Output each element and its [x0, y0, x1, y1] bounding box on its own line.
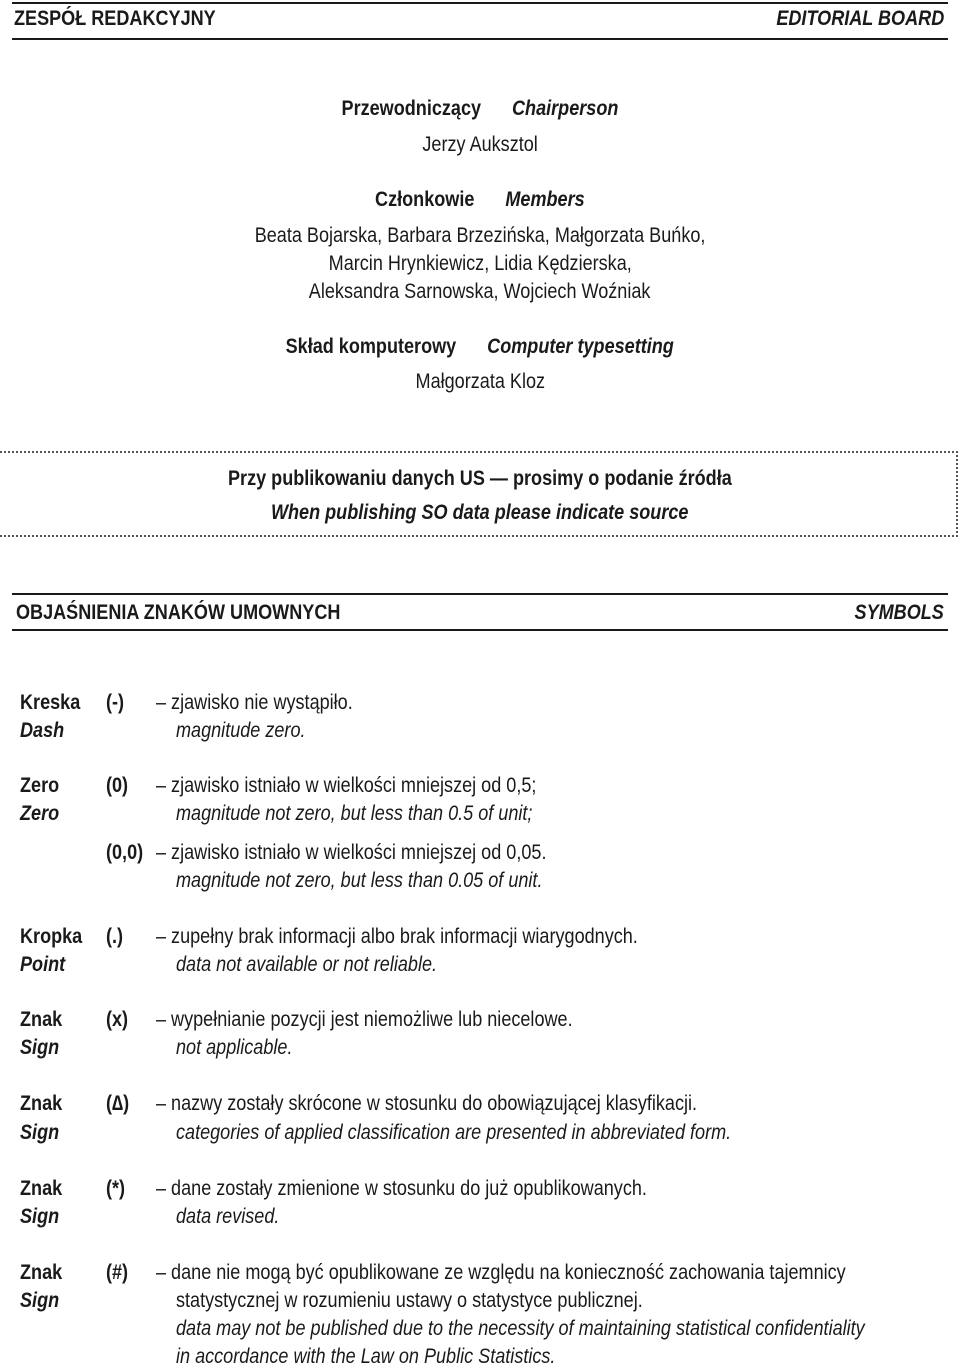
- legend-term-pl: Kropka: [20, 925, 83, 948]
- source-notice-en-text: When publishing SO data please indicate source: [271, 501, 689, 524]
- legend-desc-en: magnitude not zero, but less than 0.05 of unit.: [176, 869, 543, 892]
- legend-symbol: (x): [106, 1008, 129, 1031]
- header-title-en: [749, 7, 944, 31]
- legend-desc-pl-line-2: statystycznej w rozumieniu ustawy o statystyce publicznej.: [176, 1289, 643, 1312]
- legend-term-pl: Znak: [20, 1261, 63, 1284]
- legend-symbol: (.): [106, 925, 124, 948]
- members-label-pl: Członkowie: [375, 188, 475, 211]
- members-line-3: [0, 280, 960, 304]
- legend-desc-en: data revised.: [176, 1205, 280, 1228]
- header-title-pl: ZESPÓŁ REDAKCYJNY: [14, 7, 216, 30]
- typesetting-name: [0, 370, 960, 394]
- legend-term-en: Sign: [20, 1036, 60, 1059]
- source-notice-pl: [0, 467, 960, 491]
- members-label-en: Members: [505, 188, 585, 211]
- typesetting-label-en: Computer typesetting: [487, 335, 675, 358]
- legend-desc-pl: – zjawisko istniało w wielkości mniejszej od 0,5;: [156, 774, 537, 797]
- legend-desc-pl: – zupełny brak informacji albo brak informacji wiarygodnych.: [156, 925, 638, 948]
- chair-name-text: Jerzy Auksztol: [422, 133, 538, 156]
- legend-term-en: Sign: [20, 1205, 60, 1228]
- header-rule-bottom: [12, 38, 948, 40]
- legend-desc-pl: – zjawisko istniało w wielkości mniejszej od 0,05.: [156, 841, 547, 864]
- legend-symbol: (-): [106, 691, 125, 714]
- legend-term-en: Point: [20, 953, 66, 976]
- source-notice-en: [0, 501, 960, 525]
- members-line-2-text: Marcin Hrynkiewicz, Lidia Kędzierska,: [328, 252, 632, 275]
- header-title-en-text: EDITORIAL BOARD: [776, 7, 944, 30]
- legend-desc-en: data may not be published due to the necessity of maintaining statistical confidentiality: [176, 1317, 865, 1340]
- legend-desc-en: data not available or not reliable.: [176, 953, 438, 976]
- header-rule-top: [12, 2, 948, 4]
- legend-term-en: Zero: [20, 802, 60, 825]
- legend-desc-en: magnitude zero.: [176, 719, 306, 742]
- symbols-title-pl: OBJAŚNIENIA ZNAKÓW UMOWNYCH: [16, 601, 341, 624]
- symbols-rule-top: [12, 593, 948, 595]
- legend-term-pl: Znak: [20, 1092, 63, 1115]
- chair-label-pl: Przewodniczący: [341, 97, 482, 120]
- members-line-2: [0, 252, 960, 276]
- symbols-title-en: [840, 601, 944, 625]
- legend-term-pl: Znak: [20, 1177, 63, 1200]
- chair-label-row: [0, 97, 960, 121]
- legend-desc-pl: – dane nie mogą być opublikowane ze względu na konieczność zachowania tajemnicy: [156, 1261, 846, 1284]
- source-notice-pl-text: Przy publikowaniu danych US — prosimy o podanie źródła: [228, 467, 732, 490]
- legend-symbol: (0): [106, 774, 129, 797]
- legend-desc-pl: – dane zostały zmienione w stosunku do już opublikowanych.: [156, 1177, 647, 1200]
- chair-label-en: Chairperson: [512, 97, 619, 120]
- typesetting-label-pl: Skład komputerowy: [285, 335, 457, 358]
- legend-desc-en: categories of applied classification are presented in abbreviated form.: [176, 1121, 732, 1144]
- members-line-3-text: Aleksandra Sarnowska, Wojciech Woźniak: [309, 280, 651, 303]
- legend-term-pl: Znak: [20, 1008, 63, 1031]
- members-line-1-text: Beata Bojarska, Barbara Brzezińska, Małgorzata Buńko,: [254, 224, 706, 247]
- chair-name: [0, 133, 960, 157]
- legend-desc-en: not applicable.: [176, 1036, 293, 1059]
- legend-desc-en-line-2: in accordance with the Law on Public Statistics.: [176, 1345, 556, 1368]
- legend-term-en: Dash: [20, 719, 65, 742]
- members-line-1: [0, 224, 960, 248]
- symbols-title-en-text: SYMBOLS: [854, 601, 944, 624]
- members-label-row: [0, 188, 960, 212]
- typesetting-label-row: [0, 335, 960, 359]
- legend-desc-pl: – zjawisko nie wystąpiło.: [156, 691, 353, 714]
- legend-term-en: Sign: [20, 1121, 60, 1144]
- legend-term-en: Sign: [20, 1289, 60, 1312]
- legend-symbol: (∆): [106, 1092, 130, 1115]
- legend-desc-pl: – wypełnianie pozycji jest niemożliwe lub niecelowe.: [156, 1008, 573, 1031]
- typesetting-name-text: Małgorzata Kloz: [415, 370, 545, 393]
- legend-term-pl: Zero: [20, 774, 60, 797]
- symbols-rule-bottom: [12, 629, 948, 631]
- legend-desc-pl: – nazwy zostały skrócone w stosunku do obowiązującej klasyfikacji.: [156, 1092, 698, 1115]
- legend-term-pl: Kreska: [20, 691, 81, 714]
- legend-desc-en: magnitude not zero, but less than 0.5 of unit;: [176, 802, 533, 825]
- source-notice-box: [0, 451, 958, 537]
- legend-symbol: (*): [106, 1177, 126, 1200]
- legend-symbol: (0,0): [106, 841, 144, 864]
- legend-symbol: (#): [106, 1261, 129, 1284]
